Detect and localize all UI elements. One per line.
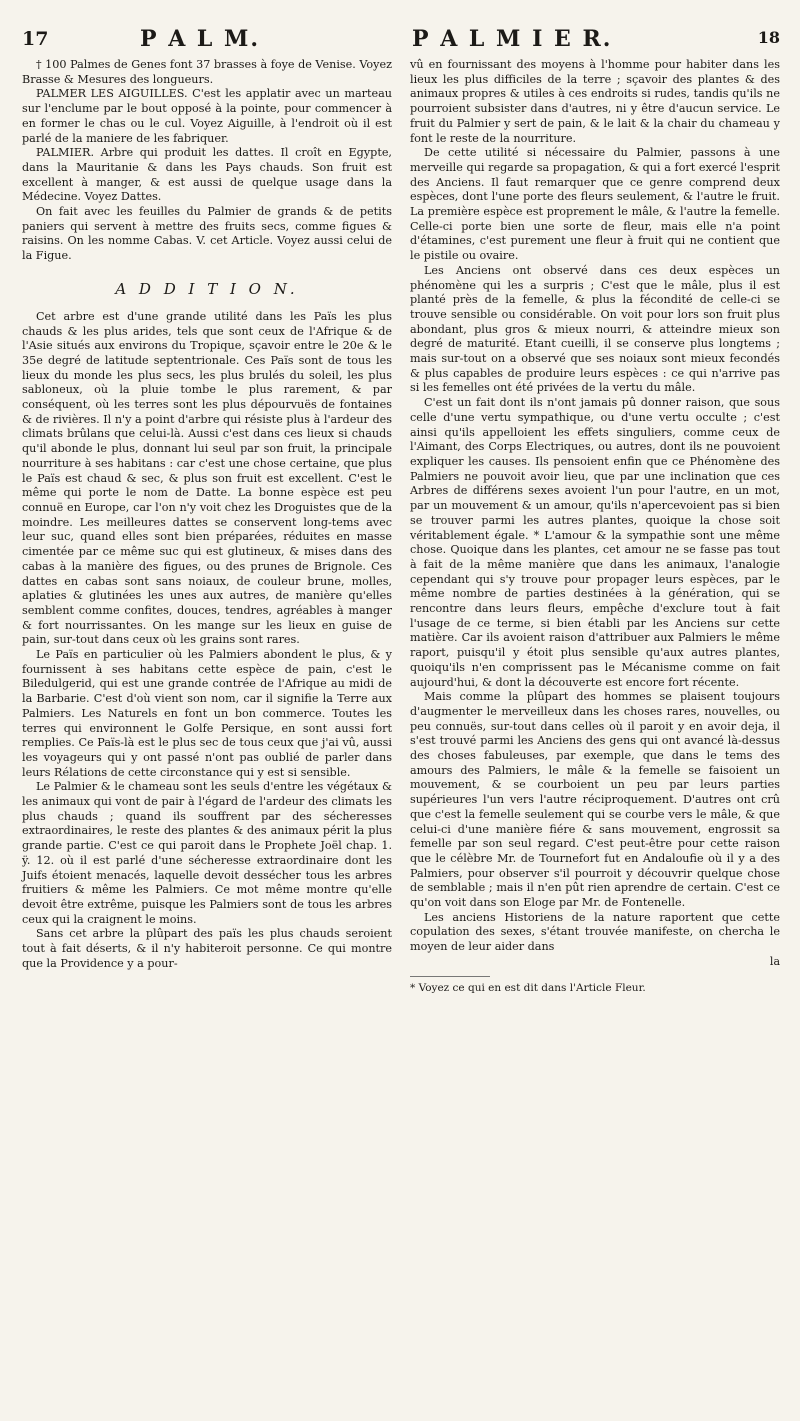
running-head: P A L M I E R. (412, 26, 613, 52)
paragraph: Mais comme la plûpart des hommes se plaisent toujours d'augmenter le merveilleux dans les choses rares, nouvelles, ou peu connuës, sur-tout dans celles où il paroit y en avoir deja, il s'est trouvé parmi les Anciens des gens qui ont avancé là-dessus des choses fabuleuses, par exemple, que dans le tems des amours des Palmiers, le mâle & la femelle se faisoient un mouvement, & se courboient un peu par leurs parties supérieures l'un vers l'autre réciproquement. D'autres ont crû que c'est la femelle seulement qui se courbe vers le mâle, & que celui-ci d'une manière fiére & sans mouvement, engrossit sa femelle par son seul regard. C'est peut-être pour cette raison que le célèbre Mr. de Tournefort fut en Andaloufie où il y a des Palmiers, pour observer s'il pourroit y découvrir quelque chose de semblable ; mais il n'en pût rien aprendre de certain. C'est ce qu'on voit dans son Eloge par Mr. de Fontenelle. (410, 690, 780, 910)
paragraph: On fait avec les feuilles du Palmier de grands & de petits paniers qui servent à mettre des fruits secs, comme figues & raisins. On les nomme Cabas. V. cet Article. Voyez aussi celui de la Figue. (22, 205, 392, 263)
page-number: 17 (22, 28, 49, 50)
section-title: A D D I T I O N. (115, 279, 299, 298)
left-page-header (22, 0, 392, 58)
paragraph: vû en fournissant des moyens à l'homme pour habiter dans les lieux les plus difficiles de la terre ; sçavoir des plantes & des animaux propres & utiles à ces endroits si rudes, tandis qu'ils ne pourroient subsister dans d'autres, ni y être d'aucun service. Le fruit du Palmier y sert de pain, & le lait & la chair du chameau y font le reste de la nourriture. (410, 58, 780, 145)
paragraph: † 100 Palmes de Genes font 37 brasses à foye de Venise. Voyez Brasse & Mesures des longueurs. (22, 58, 392, 86)
paragraph: PALMER LES AIGUILLES. C'est les applatir avec un marteau sur l'enclume par le bout opposé à la pointe, pour commencer à en former le chas ou le cul. Voyez Aiguille, à l'endroit où il est parlé de la maniere de les fabriquer. (22, 87, 392, 145)
right-page-column (410, 0, 780, 995)
paragraph: Les anciens Historiens de la nature raportent que cette copulation des sexes, s'étant trouvée manifeste, on chercha le moyen de leur aider dans (410, 910, 780, 954)
footnote: * Voyez ce qui en est dit dans l'Article Fleur. (410, 981, 646, 994)
right-page-header (410, 0, 780, 58)
paragraph: C'est un fait dont ils n'ont jamais pû donner raison, que sous celle d'une vertu sympathique, ou d'une vertu occulte ; c'est ainsi qu'ils appelloient les effets singuliers, comme ceux de l'Aimant, des Corps Electriques, ou autres, dont ils ne pouvoient expliquer les causes. Ils pensoient enfin que ce Phénomène des Palmiers ne pouvoit avoir lieu, que par une inclination que ces Arbres de différens sexes avoient l'un pour l'autre, en un mot, par un mouvement & un amour, qu'ils n'apercevoient pas si bien se trouver parmi les autres plantes, quoique la chose soit véritablement égale. * L'amour & la sympathie sont une même chose. Quoique dans les plantes, cet amour ne se fasse pas tout à fait de la même manière que dans les animaux, l'analogie cependant qui s'y trouve pour propager leurs espèces, par le même nombre de parties destinées à la génération, qui se rencontre dans leurs fleurs, empêche d'exclure tout à fait l'usage de ce terme, si bien établi par les Anciens sur cette matière. Car ils avoient raison d'attribuer aux Palmiers le même raport, puisqu'il y étoit plus sensible qu'aux autres plantes, quoiqu'ils n'en comprissent pas le Mécanisme comme on fait aujourd'hui, & dont la découverte est encore fort récente. (410, 396, 780, 689)
paragraph: PALMIER. Arbre qui produit les dattes. Il croît en Egypte, dans la Mauritanie & dans les Pays chauds. Son fruit est excellent à manger, & est aussi de quelque usage dans la Médecine. Voyez Dattes. (22, 146, 392, 204)
paragraph: Sans cet arbre la plûpart des païs les plus chauds seroient tout à fait déserts, & il n'y habiteroit personne. Ce qui montre que la Providence y a pour- (22, 927, 392, 970)
left-page-column (22, 0, 392, 971)
paragraph: Cet arbre est d'une grande utilité dans les Païs les plus chauds & les plus arides, tels que sont ceux de l'Afrique & de l'Asie situés aux environs du Tropique, sçavoir entre le 20e & le 35e degré de latitude septentrionale. Ces Païs sont de tous les lieux du monde les plus secs, les plus brulés du soleil, les plus sabloneux, où la pluie tombe le plus rarement, & par conséquent, où les terres sont les plus dépourvuës de fontaines & de rivières. Il n'y a point d'arbre qui résiste plus à l'ardeur des climats brûlans que celui-là. Aussi c'est dans ces lieux si chauds qu'il abonde le plus, donnant lui seul par son fruit, la principale nourriture à ses habitans : car c'est une chose certaine, que plus le Païs est chaud & sec, & plus son fruit est excellent. C'est le même qui porte le nom de Datte. La bonne espèce est peu connuë en Europe, car l'on n'y voit chez les Droguistes que de la moindre. Les meilleures dattes se conservent long-tems avec leur suc, quand elles sont bien préparées, réduites en masse cimentée par ce même suc qui est glutineux, & mises dans des cabas à la manière des figues, ou des prunes de Brignole. Ces dattes en cabas sont sans noiaux, de couleur brune, molles, aplaties & glutinées les unes aux autres, de manière qu'elles semblent comme confites, douces, tendres, agréables à manger & fort nourrissantes. On les mange sur les lieux en guise de pain, sur-tout dans ceux où les grains sont rares. (22, 309, 392, 647)
page-number: 18 (757, 28, 780, 47)
footnote-rule (410, 976, 490, 977)
catchword: la (769, 954, 780, 968)
paragraph: De cette utilité si nécessaire du Palmier, passons à une merveille qui regarde sa propagation, & qui a fort exercé l'esprit des Anciens. Il faut remarquer que ce genre comprend deux espèces, dont l'une porte des fleurs seulement, & l'autre le fruit. La première espèce est proprement le mâle, & l'autre la femelle. Celle-ci porte bien une sorte de fleur, mais elle n'a point d'étamines, c'est purement une fleur à fruit qui ne contient que le pistile ou ovaire. (410, 146, 780, 263)
running-head: P A L M. (140, 26, 261, 52)
paragraph: Le Païs en particulier où les Palmiers abondent le plus, & y fournissent à ses habitans cette espèce de pain, c'est le Biledulgerid, qui est une grande contrée de l'Afrique au midi de la Barbarie. C'est d'où vient son nom, car il signifie la Terre aux Palmiers. Les Naturels en font un bon commerce. Toutes les terres qui environnent le Golfe Persique, en sont aussi fort remplies. Ce Païs-là est le plus sec de tous ceux que j'ai vû, aussi les voyageurs qui y ont passé n'ont pas oublié de parler dans leurs Rélations de cette circonstance qui y est si sensible. (22, 648, 392, 779)
paragraph: Le Palmier & le chameau sont les seuls d'entre les végétaux & les animaux qui vont de pair à l'égard de l'ardeur des climats les plus chauds ; quand ils souffrent par des sécheresses extraordinaires, le reste des plantes & des animaux périt la plus grande partie. C'est ce qui paroit dans le Prophete Joël chap. 1. ÿ. 12. où il est parlé d'une sécheresse extraordinaire dont les Juifs étoient menacés, laquelle devoit dessécher tous les arbres fruitiers & même les Palmiers. Ce mot même montre qu'elle devoit être extrême, puisque les Palmiers sont de tous les arbres ceux qui la craignent le moins. (22, 780, 392, 926)
paragraph: Les Anciens ont observé dans ces deux espèces un phénomène qui les a surpris ; C'est que le mâle, plus il est planté près de la femelle, & plus la fécondité de celle-ci se trouve sensible ou considérable. On voit pour lors son fruit plus abondant, plus gros & mieux nourri, & atteindre mieux son degré de maturité. Etant cueilli, il se conserve plus longtems ; mais sur-tout on a observé que ses noiaux sont mieux fecondés & plus capables de produire leurs espèces : ce qui n'arrive pas si les femelles ont été privées de la vertu du mâle. (410, 263, 780, 395)
